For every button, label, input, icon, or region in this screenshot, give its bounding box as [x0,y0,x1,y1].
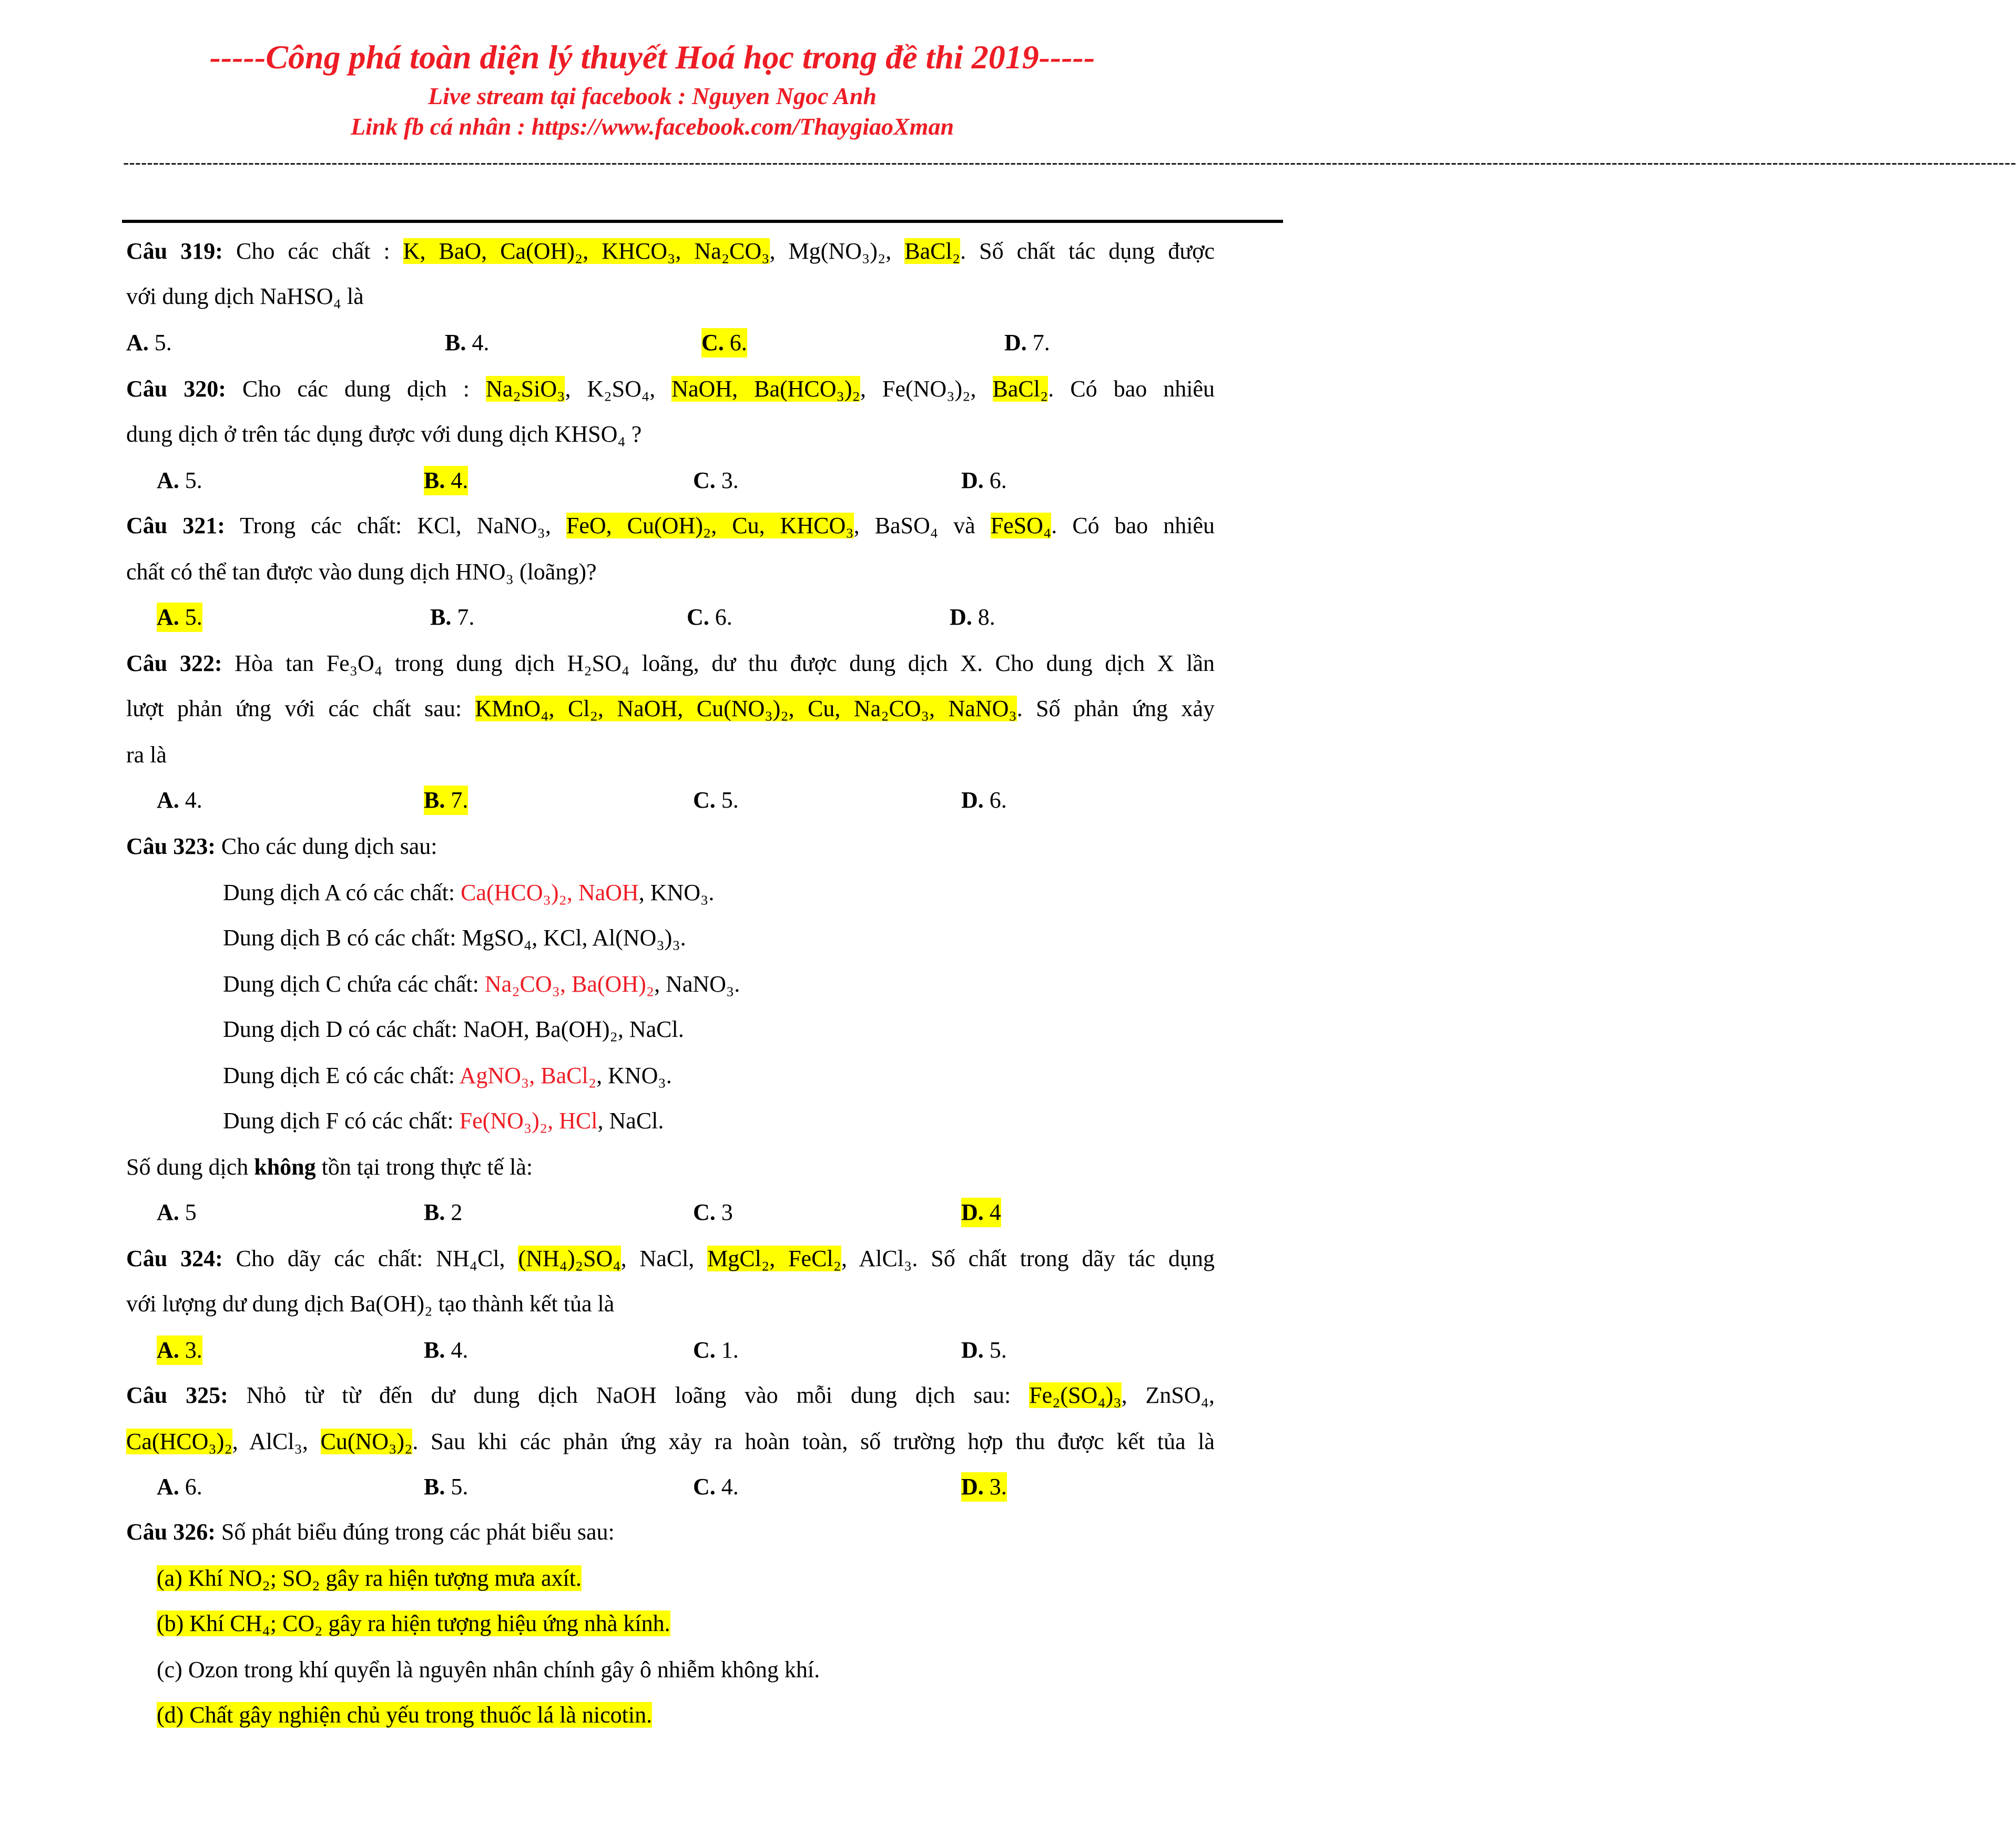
highlighted-answer: KMnO₄, Cl₂, NaOH, Cu(NO₃)₂, Cu, Na₂CO₃, NaNO₃ [475,696,1017,721]
question-319-line-1: Câu 319: Cho các chất : K, BaO, Ca(OH)₂, KHCO₃, Na₂CO₃, Mg(NO₃)₂, BaCl₂. Số chất tác dụng được [126,238,1215,264]
option-a: A. 6. [157,1474,202,1500]
solution-row-b: Dung dịch B có các chất: MgSO₄, KCl, Al(NO₃)₃. [223,925,686,951]
solution-row-d: Dung dịch D có các chất: NaOH, Ba(OH)₂, NaCl. [223,1016,684,1042]
option-b: B. 7. [430,604,475,630]
option-c: C. 4. [693,1474,739,1500]
highlighted-answer: Cu(NO₃)₂ [320,1429,413,1454]
highlighted-answer: NaOH, Ba(HCO₃)₂ [671,376,860,402]
document-title: -----Công phá toàn diện lý thuyết Hoá học trong đề thi 2019----- [209,38,1095,76]
question-326-line-1: Câu 326: Số phát biểu đúng trong các phát biểu sau: [126,1519,615,1545]
option-d: D. 5. [961,1337,1007,1363]
option-b: B. 4. [445,330,490,355]
highlighted-answer: BaCl₂ [904,238,961,264]
question-label: Câu 319: [126,238,223,264]
question-322-line-1: Câu 322: Hòa tan Fe₃O₄ trong dung dịch H₂SO₄ loãng, dư thu được dung dịch X. Cho dung dịch X lần [126,650,1215,676]
dashed-separator: ------------------------------------------------------------------------------------------------------------------------------------------------------------------------------------------------------------------------------------------------------------------------------------------------------------------------------ [123,153,2016,173]
option-c: C. 3. [693,467,739,493]
question-label: Câu 324: [126,1246,223,1271]
option-d: D. 8. [950,604,995,630]
question-label: Câu 321: [126,513,225,538]
question-321-line-2: chất có thể tan được vào dung dịch HNO₃ (loãng)? [126,559,597,585]
question-325-line-2: Ca(HCO₃)₂, AlCl₃, Cu(NO₃)₂. Sau khi các phản ứng xảy ra hoàn toàn, số trường hợp thu được kết tủa là [126,1429,1215,1454]
highlighted-answer: (NH₄)₂SO₄ [518,1246,621,1271]
facebook-link-line: Link fb cá nhân : https://www.facebook.com/ThaygiaoXman [350,113,954,140]
option-b-correct: B. 4. [424,466,468,495]
highlighted-answer: Na₂SiO₃ [486,376,565,402]
option-d-correct: D. 4 [961,1198,1001,1227]
option-a: A. 5. [126,330,172,355]
highlighted-answer: BaCl₂ [992,376,1048,402]
highlighted-answer: FeO, Cu(OH)₂, Cu, KHCO₃ [566,513,854,538]
question-label: Câu 325: [126,1382,228,1408]
livestream-line: Live stream tại facebook : Nguyen Ngoc Anh [427,83,877,109]
option-c-correct: C. 6. [701,328,747,358]
option-d: D. 6. [961,787,1007,813]
question-322-line-2: lượt phản ứng với các chất sau: KMnO₄, Cl₂, NaOH, Cu(NO₃)₂, Cu, Na₂CO₃, NaNO₃. Số phản ứng xảy [126,696,1215,721]
option-c: C. 1. [693,1337,739,1363]
option-a: A. 5 [157,1199,197,1225]
question-324-line-1: Câu 324: Cho dãy các chất: NH₄Cl, (NH₄)₂SO₄, NaCl, MgCl₂, FeCl₂, AlCl₃. Số chất trong dãy tác dụng [126,1246,1215,1271]
question-323-prompt: Số dung dịch không tồn tại trong thực tế là: [126,1154,533,1180]
question-320-line-1: Câu 320: Cho các dung dịch : Na₂SiO₃, K₂SO₄, NaOH, Ba(HCO₃)₂, Fe(NO₃)₂, BaCl₂. Có bao nhiêu [126,376,1215,402]
option-d-correct: D. 3. [961,1472,1007,1502]
option-a: A. 5. [157,467,202,493]
highlighted-answer: FeSO₄ [990,513,1052,538]
highlighted-answer: MgCl₂, FeCl₂ [707,1246,842,1271]
option-d: D. 6. [961,467,1007,493]
statement-c: (c) Ozon trong khí quyển là nguyên nhân chính gây ô nhiễm không khí. [157,1657,820,1683]
option-b: B. 2 [424,1199,463,1225]
solution-row-a: Dung dịch A có các chất: Ca(HCO₃)₂, NaOH, KNO₃. [223,880,715,905]
highlighted-answer: Ca(HCO₃)₂ [126,1429,232,1454]
solution-row-f: Dung dịch F có các chất: Fe(NO₃)₂, HCl, NaCl. [223,1108,664,1134]
question-label: Câu 320: [126,376,226,402]
option-a: A. 4. [157,787,202,813]
question-label: Câu 323: [126,833,216,859]
option-c: C. 3 [693,1199,733,1225]
option-b: B. 5. [424,1474,469,1500]
statement-b: (b) Khí CH₄; CO₂ gây ra hiện tượng hiệu ứng nhà kính. [157,1610,670,1636]
highlighted-answer: Fe₂(SO₄)₃ [1029,1382,1122,1408]
option-a-correct: A. 5. [157,603,202,632]
question-320-line-2: dung dịch ở trên tác dụng được với dung dịch KHSO₄ ? [126,421,642,447]
option-a-correct: A. 3. [157,1336,202,1365]
question-322-line-3: ra là [126,742,167,768]
option-d: D. 7. [1004,330,1050,355]
question-323-line-1: Câu 323: Cho các dung dịch sau: [126,833,437,859]
solution-row-e: Dung dịch E có các chất: AgNO₃, BaCl₂, KNO₃. [223,1063,672,1088]
question-325-line-1: Câu 325: Nhỏ từ từ đến dư dung dịch NaOH loãng vào mỗi dung dịch sau: Fe₂(SO₄)₃, ZnSO₄, [126,1382,1215,1408]
statement-d: (d) Chất gây nghiện chủ yếu trong thuốc lá là nicotin. [157,1702,653,1728]
solution-row-c: Dung dịch C chứa các chất: Na₂CO₃, Ba(OH)₂, NaNO₃. [223,971,740,997]
statement-a: (a) Khí NO₂; SO₂ gây ra hiện tượng mưa axít. [157,1565,582,1591]
question-label: Câu 326: [126,1519,216,1545]
question-319-line-2: với dung dịch NaHSO₄ là [126,283,364,309]
option-c: C. 5. [693,787,739,813]
question-label: Câu 322: [126,650,222,676]
horizontal-rule [122,220,1283,223]
highlighted-answer: K, BaO, Ca(OH)₂, KHCO₃, Na₂CO₃ [403,238,770,264]
option-b-correct: B. 7. [424,786,468,815]
option-c: C. 6. [687,604,732,630]
question-324-line-2: với lượng dư dung dịch Ba(OH)₂ tạo thành kết tủa là [126,1291,615,1317]
question-321-line-1: Câu 321: Trong các chất: KCl, NaNO₃, FeO, Cu(OH)₂, Cu, KHCO₃, BaSO₄ và FeSO₄. Có bao nhiêu [126,513,1215,538]
option-b: B. 4. [424,1337,469,1363]
